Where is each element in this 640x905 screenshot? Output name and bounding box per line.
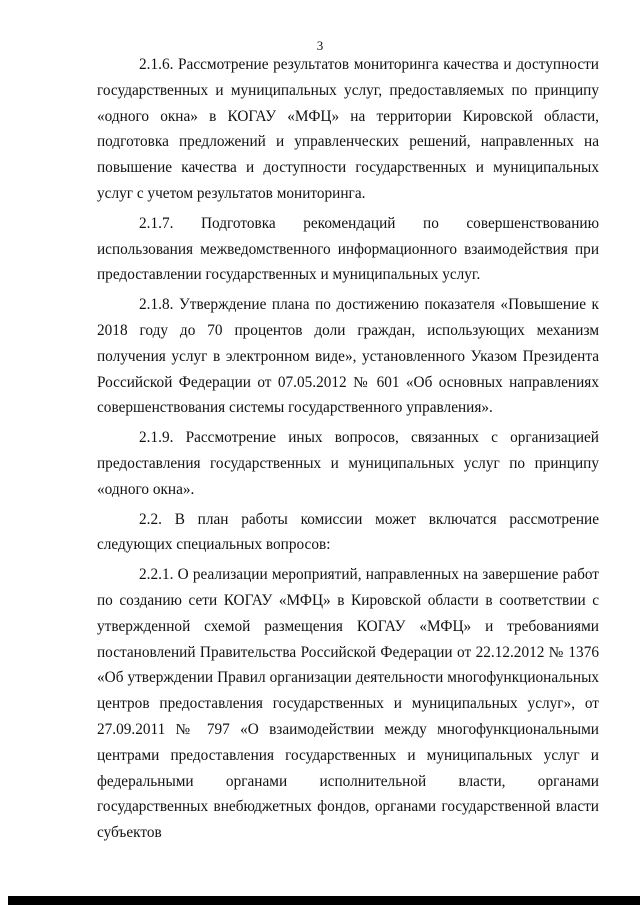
document-body (97, 52, 599, 846)
page-number: 3 (316, 38, 324, 53)
scan-bottom-edge (0, 896, 640, 905)
paragraph-2-1-9: 2.1.9. Рассмотрение иных вопросов, связанных с организацией предоставления государственных и муниципальных услуг по принципу «одного окна». (97, 429, 599, 498)
paragraph-2-1-8: 2.1.8. Утверждение плана по достижению показателя «Повышение к 2018 году до 70 процентов доли граждан, использующих механизм получения услуг в электронном виде», установленного Указом Президента Российской Федерации от 07.05.2012 № 601 «Об основных направлениях совершенствования системы государственного управления». (97, 296, 599, 417)
paragraph-2-2-1: 2.2.1. О реализации мероприятий, направленных на завершение работ по созданию сети КОГАУ «МФЦ» в Кировской области в соответствии с утвержденной схемой размещения КОГАУ «МФЦ» и требованиями постановлений Правительства Российской Федерации от 22.12.2012 № 1376 «Об утверждении Правил организации деятельности многофункциональных центров предоставления государственных и муниципальных услуг», от 27.09.2011 № 797 «О взаимодействии между многофункциональными центрами предоставления государственных и муниципальных услуг и федеральными органами исполнительной власти, органами государственных внебюджетных фондов, органами государственной власти субъектов (97, 566, 599, 842)
paragraph-2-1-6: 2.1.6. Рассмотрение результатов мониторинга качества и доступности государственных и муниципальных услуг, предоставляемых по принципу «одного окна» в КОГАУ «МФЦ» на территории Кировской области, подготовка предложений и управленческих решений, направленных на повышение качества и доступности государственных и муниципальных услуг с учетом результатов мониторинга. (97, 56, 599, 202)
paragraph-2-2: 2.2. В план работы комиссии может включатся рассмотрение следующих специальных вопросов: (97, 510, 599, 554)
paragraph-2-1-7: 2.1.7. Подготовка рекомендаций по совершенствованию использования межведомственного информационного взаимодействия при предоставлении государственных и муниципальных услуг. (97, 214, 599, 284)
